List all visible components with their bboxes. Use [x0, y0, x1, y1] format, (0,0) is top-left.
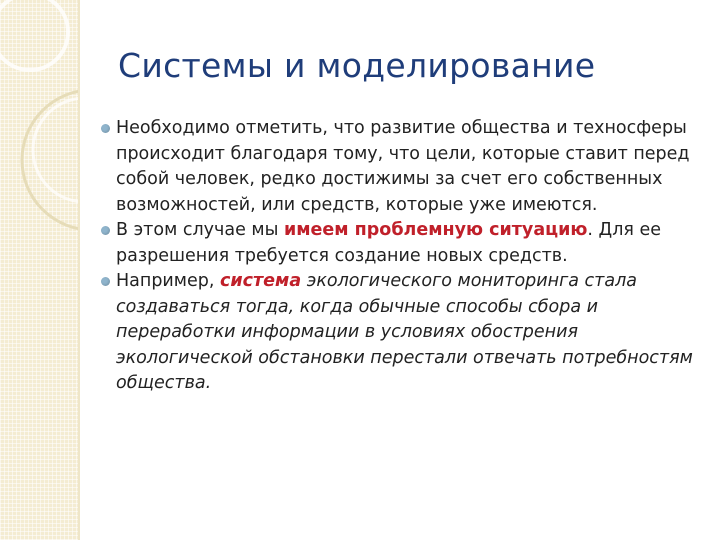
side-band-edge — [78, 0, 80, 540]
bullet-item-2 — [102, 218, 702, 269]
bullet-text-after: экологического мониторинга стала создаваться тогда, когда обычные способы сбора и переработки информации в условиях обострения экологической обстановки перестали отвечать потребностям общества. — [116, 271, 693, 393]
highlighted-phrase: имеем проблемную ситуацию — [283, 220, 588, 240]
bullet-dot-icon — [101, 124, 110, 133]
bullet-dot-icon — [101, 277, 110, 286]
bullet-text-before: Например, — [116, 271, 221, 291]
decorative-side-band — [0, 0, 78, 540]
decorative-circles — [0, 0, 78, 540]
bullet-list — [102, 116, 702, 397]
bullet-text-before: В этом случае мы — [116, 220, 284, 240]
bullet-dot-icon — [101, 226, 110, 235]
bullet-text-after: . Для ее разрешения требуется создание новых средств. — [116, 220, 661, 266]
bullet-text: Необходимо отметить, что развитие общества и техносферы происходит благодаря тому, что цели, которые ставит перед собой человек, редко достижимы за счет его собственных возможностей, или средств, которые уже имеются. — [116, 118, 690, 215]
bullet-item-3 — [102, 269, 702, 397]
bullet-item-1 — [102, 116, 702, 218]
highlighted-term: система — [220, 271, 302, 291]
slide-title: Системы и моделирование — [118, 46, 596, 85]
